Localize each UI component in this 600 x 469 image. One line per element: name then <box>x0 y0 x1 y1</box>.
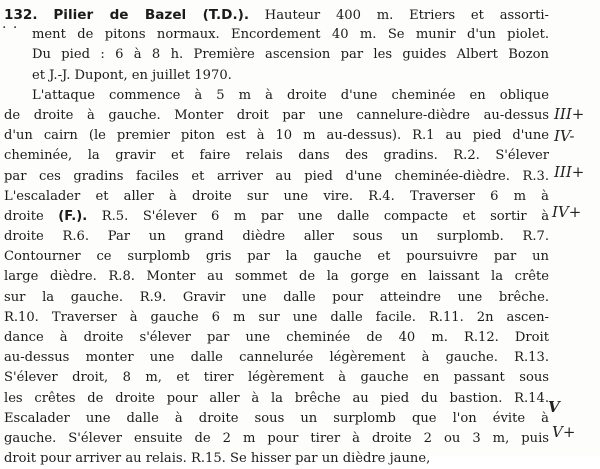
paragraph-line-2: d'un cairn (le premier piton est à 10 m au-dessus). R.1 au pied d'une <box>4 128 549 144</box>
entry-line-0: Hauteur 400 m. Etriers et assorti- <box>264 8 549 23</box>
paragraph-line-15: S'élever droit, 8 m, et tirer légèrement à gauche en passant sous <box>4 370 549 386</box>
guidebook-text <box>4 5 549 469</box>
paragraph-line-17: Escalader une dalle à droite sous un surplomb que l'on évite à <box>4 410 549 426</box>
handwritten-grade-5: V <box>548 398 560 416</box>
entry-title: Pilier de Bazel (T.D.). <box>53 7 249 23</box>
paragraph-line-4: par ces gradins faciles et arriver au pied d'une cheminée-dièdre. R.3. <box>4 168 549 184</box>
paragraph-line-1: de droite à gauche. Monter droit par une cannelure-dièdre au-dessus <box>4 107 549 123</box>
entry-line-3: et J.-J. Dupont, en juillet 1970. <box>32 67 232 83</box>
paragraph-line-9: Contourner ce surplomb gris par la gauche et poursuivre par un <box>4 249 549 265</box>
paragraph-line-10: large dièdre. R.8. Monter au sommet de la gorge en laissant la crête <box>4 269 549 285</box>
handwritten-grade-1: III+ <box>554 105 585 123</box>
paragraph-line-19: droit pour arriver au relais. R.15. Se hisser par un dièdre jaune, <box>4 451 431 467</box>
paragraph-line-6 <box>4 207 549 227</box>
paragraph-line-18: gauche. S'élever ensuite de 2 m pour tirer à droite 2 ou 3 m, puis <box>4 430 549 446</box>
paragraph-line-11: sur la gauche. R.9. Gravir une dalle pour atteindre une brêche. <box>4 289 549 305</box>
entry-line-1: ment de pitons normaux. Encordement 40 m. Se munir d'un piolet. <box>32 27 549 43</box>
paragraph-line-16: les crêtes de droite pour aller à la brêche au pied du bastion. R.14. <box>4 390 549 406</box>
paragraph-line-12: R.10. Traverser à gauche 6 m sur une dalle facile. R.11. 2n ascen- <box>4 309 549 325</box>
paragraph-line-8: droite R.6. Par un grand dièdre aller sous un surplomb. R.7. <box>4 229 549 245</box>
handwritten-grade-6: V+ <box>552 423 576 441</box>
paragraph-line-6b: R.5. S'élever 6 m par une dalle compacte et sortir à <box>101 208 549 224</box>
handwritten-grade-2: IV- <box>554 127 575 145</box>
paragraph-line-3: cheminée, la gravir et faire relais dans des gradins. R.2. S'élever <box>4 148 549 164</box>
grade-f-marker: (F.). <box>58 208 88 224</box>
paragraph-line-14: au-dessus monter une dalle cannelurée légèrement à gauche. R.13. <box>4 350 549 366</box>
entry-header-line <box>4 5 549 25</box>
margin-dots: · · <box>2 20 19 36</box>
paragraph-line-0: L'attaque commence à 5 m à droite d'une cheminée en oblique <box>32 87 549 103</box>
handwritten-grade-4: IV+ <box>552 203 582 221</box>
entry-number: 132. <box>4 7 38 23</box>
paragraph-line-5: L'escalader et aller à droite sur une vire. R.4. Traverser 6 m à <box>4 188 549 204</box>
handwritten-grade-3: III+ <box>554 163 585 181</box>
paragraph-line-13: dance à droite s'élever par une cheminée de 40 m. R.12. Droit <box>4 330 549 345</box>
paragraph-line-6a: droite <box>4 208 44 224</box>
entry-line-2: Du pied : 6 à 8 h. Première ascension par les guides Albert Bozon <box>32 47 549 63</box>
